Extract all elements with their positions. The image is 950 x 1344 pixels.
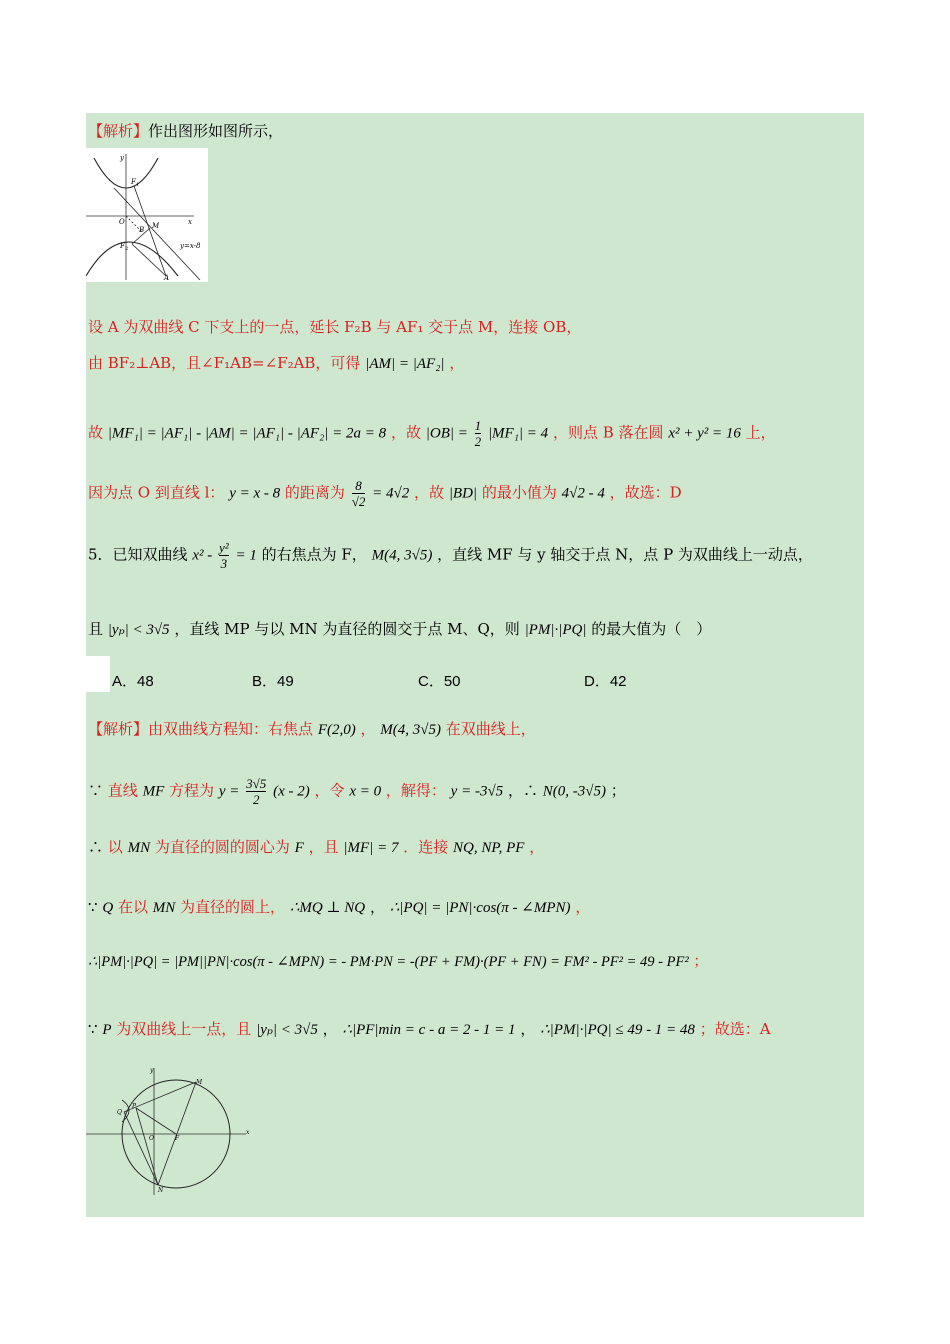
fig2-n-label: N: [158, 1187, 164, 1194]
p4-l3-frac-num: 1: [474, 418, 482, 433]
p4-l2b: ，: [449, 354, 465, 372]
fig1-x-label: x: [188, 218, 192, 226]
s5-l5m: ∴|PM|·|PQ| = |PM||PN|·cos(π - ∠MPN) = - PM·PN = -(PF + FM)·(PF + FN) = FM² - PF² = 49 - PF²: [88, 954, 689, 970]
p4-l1: 设 A 为双曲线 C 下支上的一点，延长 F₂B 与 AF₁ 交于点 M，连接 OB，: [88, 318, 582, 336]
p4-l3-math2b: |MF₁| = 4: [487, 425, 549, 442]
s5-line2: [88, 776, 626, 807]
s5-l6m4: ∴|PM|·|PQ| ≤ 49 - 1 = 48: [540, 1022, 695, 1038]
s5-l2a: 直线: [107, 781, 138, 800]
s5-line6: [88, 1018, 771, 1039]
p4-l3b: ，故: [390, 423, 421, 442]
fig1-f1-label: F: [131, 178, 136, 186]
circle-figure: [86, 1060, 256, 1200]
p4-l4b: 的距离为: [284, 483, 345, 502]
s5-l4b: 为直径的圆上，: [180, 898, 286, 916]
s5-l2s: ∵: [88, 781, 104, 800]
s5-l1m: F(2,0): [317, 722, 356, 738]
fig2-f-label: F: [175, 1135, 180, 1142]
s5-l2m2b: (x - 2): [273, 783, 310, 800]
s5-l1a: 由双曲线方程知：右焦点: [148, 720, 314, 738]
fig2-y-label: y: [150, 1067, 154, 1074]
fig2-q-label: Q: [117, 1109, 122, 1116]
p4-l3-fraction: [475, 418, 482, 449]
s5-l2d: ，解得：: [385, 781, 446, 800]
p4-l3d: 上，: [745, 423, 776, 442]
q5-m1: x² -: [192, 547, 213, 564]
p4-l4f: ，故选：D: [609, 483, 682, 502]
option-d: D．42: [584, 673, 627, 690]
fig1-f2-sub: 2: [125, 246, 129, 252]
q5-c: ，直线 MF 与 y 轴交于点 N，点 P 为双曲线上一动点，: [437, 545, 813, 564]
q5-b: 的右焦点为 F，: [261, 545, 367, 564]
s5-l5a: ；: [693, 954, 708, 970]
fig1-line-label: y=x-8: [180, 242, 201, 250]
s5-l2e: ，∴: [507, 781, 538, 800]
s5-l2f: ；: [610, 781, 626, 800]
s5-l3s: ∴: [88, 838, 104, 856]
fig1-a-label: A: [164, 274, 170, 282]
p4-l3-math: |MF₁| = |AF₁| - |AM| = |AF₁| - |AF₂| = 2a = 8: [107, 425, 387, 442]
s5-l2b: 方程为: [169, 781, 215, 800]
page-notch: [86, 656, 110, 692]
p4-l4-frac-num: 8: [355, 478, 362, 493]
p4-intro-line: [88, 120, 283, 141]
s5-l6m2: |yₚ| < 3√5: [256, 1022, 318, 1038]
q5-m3: |yₚ| < 3√5: [107, 622, 170, 638]
s5-l6d: ；故选：A: [699, 1020, 771, 1038]
s5-l2m5: N(0, -3√5): [542, 783, 606, 800]
mn-line: [158, 1082, 196, 1185]
s5-l6m: P: [102, 1022, 112, 1038]
s5-line3: [88, 836, 544, 857]
s5-l4m3: ∴MQ ⊥ NQ: [289, 900, 366, 916]
s5-l6a: 为双曲线上一点，且: [116, 1020, 252, 1038]
s5-l3m: MN: [127, 840, 151, 856]
circle-diagram: [86, 1060, 256, 1200]
s5-l4d: ，: [575, 898, 591, 916]
q5-a: 5．已知双曲线: [88, 545, 188, 564]
p4-l4-frac-den: √2: [351, 494, 366, 509]
s5-l4c: ，: [369, 898, 385, 916]
s5-line4: [88, 896, 590, 917]
fig1-y-label: y: [120, 154, 124, 162]
p4-l3-math3: x² + y² = 16: [668, 425, 741, 442]
s5-l6c: ，: [520, 1020, 536, 1038]
option-c: C．50: [418, 673, 461, 690]
qn-line: [124, 1112, 158, 1185]
option-b: B．49: [252, 673, 294, 690]
p4-l4-math2: = 4√2: [372, 485, 410, 502]
s5-l2m: MF: [142, 783, 165, 800]
p4-l4e: 的最小值为: [481, 483, 557, 502]
q5-d: 且: [88, 620, 104, 638]
fig1-o-label: O: [119, 218, 125, 226]
p4-l3a: 故: [88, 423, 104, 442]
s5-l1m2: M(4, 3√5): [380, 722, 442, 738]
s5-l3c: ，且: [308, 838, 339, 856]
q5-line2: [88, 618, 711, 639]
p4-l2a: 由 BF₂⊥AB，且∠F₁AB=∠F₂AB，可得: [88, 354, 361, 372]
p4-line4: [88, 478, 682, 509]
q5-line1: [88, 540, 813, 571]
q5-m1b: = 1: [235, 547, 257, 564]
p4-l4-math3: |BD|: [448, 485, 478, 502]
s5-l3m4: NQ, NP, PF: [453, 840, 525, 856]
s5-l3e: ，: [529, 838, 545, 856]
fig2-o-label: O: [149, 1135, 154, 1142]
s5-l3m2: F: [294, 840, 304, 856]
p4-line2: [88, 352, 464, 373]
option-a: A．48: [112, 673, 154, 690]
fig2-m-label: M: [196, 1079, 203, 1086]
fig2-x-label: x: [246, 1129, 250, 1136]
s5-l4a: 在以: [117, 898, 148, 916]
s5-l2m4: y = -3√5: [450, 783, 504, 800]
s5-l4m: Q: [102, 900, 114, 916]
s5-l3d: ．连接: [403, 838, 449, 856]
p4-intro: 作出图形如图所示，: [148, 122, 284, 140]
fig1-f1-sub: 1: [136, 182, 140, 188]
s5-l2-frac-num: 3√5: [246, 776, 267, 791]
fig2-p-label: P: [132, 1103, 137, 1110]
hyperbola-figure: [86, 148, 208, 282]
s5-tag: 【解析】: [88, 720, 149, 738]
q5-fraction: [219, 540, 229, 571]
s5-l4s: ∵: [88, 898, 98, 916]
s5-l6b: ，: [322, 1020, 338, 1038]
hyperbola-diagram: [86, 148, 208, 282]
s5-l1b: ，: [360, 720, 376, 738]
q5-m4: |PM|·|PQ|: [524, 622, 587, 638]
s5-line1: [88, 718, 536, 739]
s5-l2-frac-den: 2: [246, 791, 266, 807]
p4-l4-math: y = x - 8: [229, 485, 281, 502]
s5-l4m2: MN: [152, 900, 176, 916]
s5-l2m2a: y =: [218, 783, 240, 800]
p4-l3c: ，则点 B 落在圆: [552, 423, 664, 442]
p4-line3: [88, 418, 776, 449]
s5-l2m3: x = 0: [349, 783, 382, 800]
p4-l4a: 因为点 O 到直线 l：: [88, 483, 225, 502]
p4-l3-math2a: |OB| =: [425, 425, 468, 442]
analysis-tag: 【解析】: [88, 122, 149, 140]
q5-frac-num: y²: [219, 540, 229, 555]
s5-l3b: 为直径的圆的圆心为: [154, 838, 290, 856]
s5-line5: [88, 950, 708, 971]
fig1-f2-label: F: [120, 242, 125, 250]
fig1-b-label: B: [139, 226, 145, 234]
q5-f: 的最大值为（ ）: [591, 620, 712, 638]
s5-l4m4: ∴|PQ| = |PN|·cos(π - ∠MPN): [389, 900, 571, 916]
s5-l3a: 以: [107, 838, 123, 856]
q5-e: ，直线 MP 与以 MN 为直径的圆交于点 M、Q，则: [174, 620, 520, 638]
s5-l2c: ，令: [314, 781, 345, 800]
p4-l4-math4: 4√2 - 4: [561, 485, 605, 502]
fig1-m-label: M: [152, 222, 160, 230]
p4-l3-frac-den: 2: [474, 434, 482, 449]
s5-l2-fraction: [246, 776, 266, 807]
f2a-line: [132, 244, 166, 276]
s5-l6s: ∵: [88, 1020, 98, 1038]
p4-l4c: ，故: [414, 483, 445, 502]
q5-m2: M(4, 3√5): [371, 547, 433, 564]
p4-l4-fraction: [352, 478, 366, 509]
line-l: [114, 188, 200, 280]
s5-l3m3: |MF| = 7: [343, 840, 399, 856]
s5-l1c: 在双曲线上，: [445, 720, 536, 738]
p4-line1: [88, 316, 581, 337]
s5-l6m3: ∴|PF|min = c - a = 2 - 1 = 1: [342, 1022, 516, 1038]
q5-frac-den: 3: [220, 556, 228, 571]
p4-l2-math: |AM| = |AF₂|: [365, 356, 445, 372]
